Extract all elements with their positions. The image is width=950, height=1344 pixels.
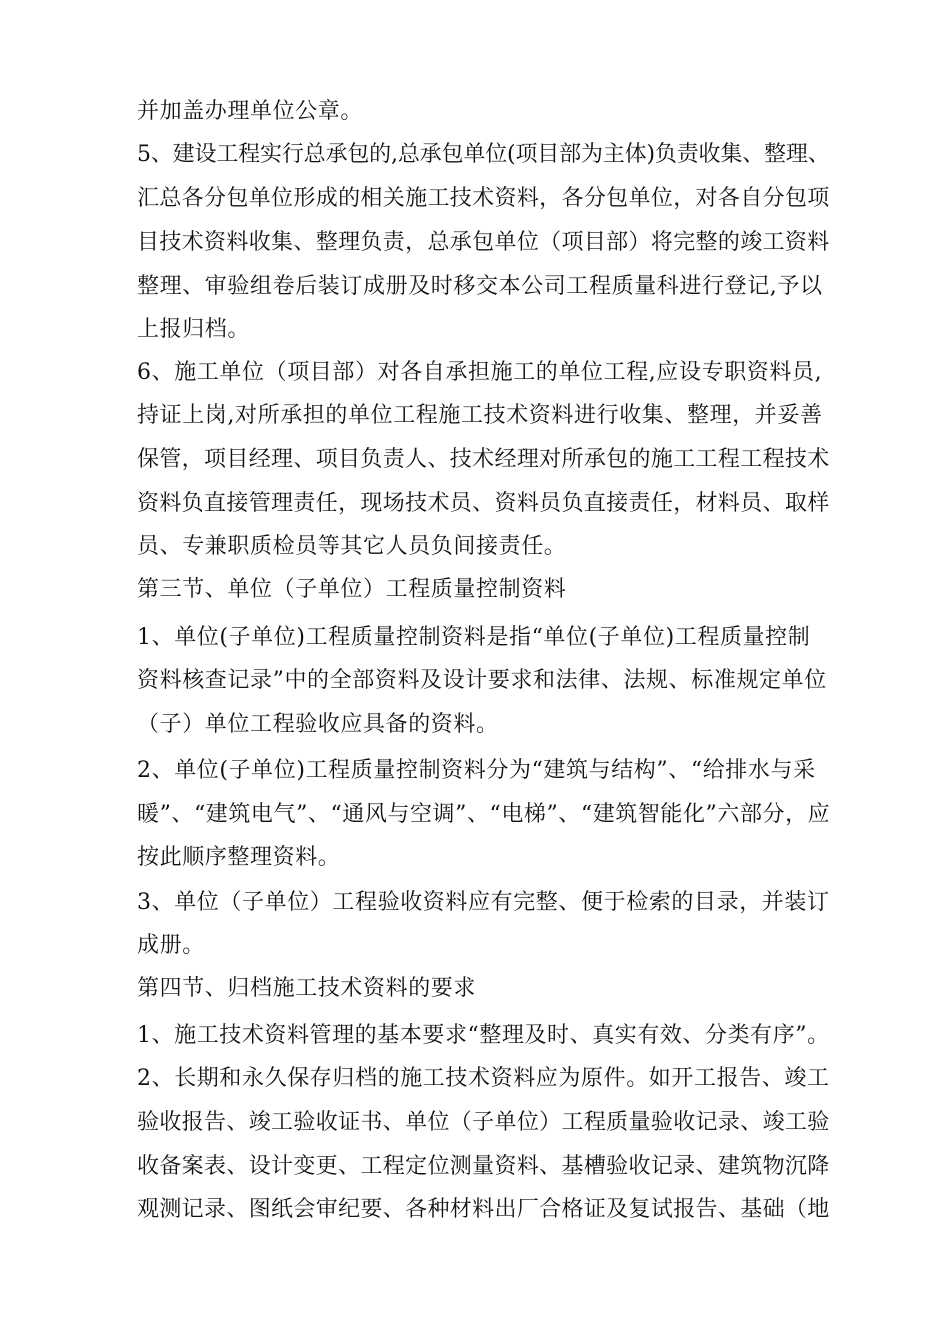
text-line: 2、单位(子单位)工程质量控制资料分为“建筑与结构”、“给排水与采: [137, 758, 816, 783]
text-line: 并加盖办理单位公章。: [137, 99, 364, 124]
text-line: 5、建设工程实行总承包的,总承包单位(项目部为主体)负责收集、整理、: [137, 142, 830, 167]
text-line: （子）单位工程验收应具备的资料。: [137, 712, 499, 737]
text-line: 持证上岗,对所承担的单位工程施工技术资料进行收集、整理，并妥善: [137, 403, 823, 428]
text-line: 暖”、“建筑电气”、“通风与空调”、“电梯”、“建筑智能化”六部分，应: [137, 802, 831, 827]
text-line: 1、施工技术资料管理的基本要求“整理及时、真实有效、分类有序”。: [137, 1023, 830, 1048]
text-line: 汇总各分包单位形成的相关施工技术资料，各分包单位，对各自分包项: [137, 186, 830, 211]
section-heading: 第三节、单位（子单位）工程质量控制资料: [137, 577, 567, 602]
section-heading: 第四节、归档施工技术资料的要求: [137, 976, 477, 1001]
text-line: 员、专兼职质检员等其它人员负间接责任。: [137, 534, 567, 559]
text-line: 资料负直接管理责任，现场技术员、资料员负直接责任，材料员、取样: [137, 491, 830, 516]
text-line: 3、单位（子单位）工程验收资料应有完整、便于检索的目录，并装订: [137, 890, 830, 915]
text-line: 观测记录、图纸会审纪要、各种材料出厂合格证及复试报告、基础（地: [137, 1197, 830, 1222]
text-line: 整理、审验组卷后装订成册及时移交本公司工程质量科进行登记,予以: [137, 274, 823, 299]
text-line: 收备案表、设计变更、工程定位测量资料、基槽验收记录、建筑物沉降: [137, 1154, 830, 1179]
text-line: 验收报告、竣工验收证书、单位（子单位）工程质量验收记录、竣工验: [137, 1110, 830, 1135]
text-line: 成册。: [137, 933, 205, 958]
text-line: 1、单位(子单位)工程质量控制资料是指“单位(子单位)工程质量控制: [137, 625, 811, 650]
text-line: 保管，项目经理、项目负责人、技术经理对所承包的施工工程工程技术: [137, 447, 830, 472]
text-line: 上报归档。: [137, 317, 251, 342]
text-line: 2、长期和永久保存归档的施工技术资料应为原件。如开工报告、竣工: [137, 1066, 830, 1091]
text-line: 资料核查记录”中的全部资料及设计要求和法律、法规、标准规定单位: [137, 668, 827, 693]
text-line: 目技术资料收集、整理负责，总承包单位（项目部）将完整的竣工资料: [137, 230, 830, 255]
text-line: 6、施工单位（项目部）对各自承担施工的单位工程,应设专职资料员,: [137, 360, 823, 385]
text-line: 按此顺序整理资料。: [137, 845, 341, 870]
